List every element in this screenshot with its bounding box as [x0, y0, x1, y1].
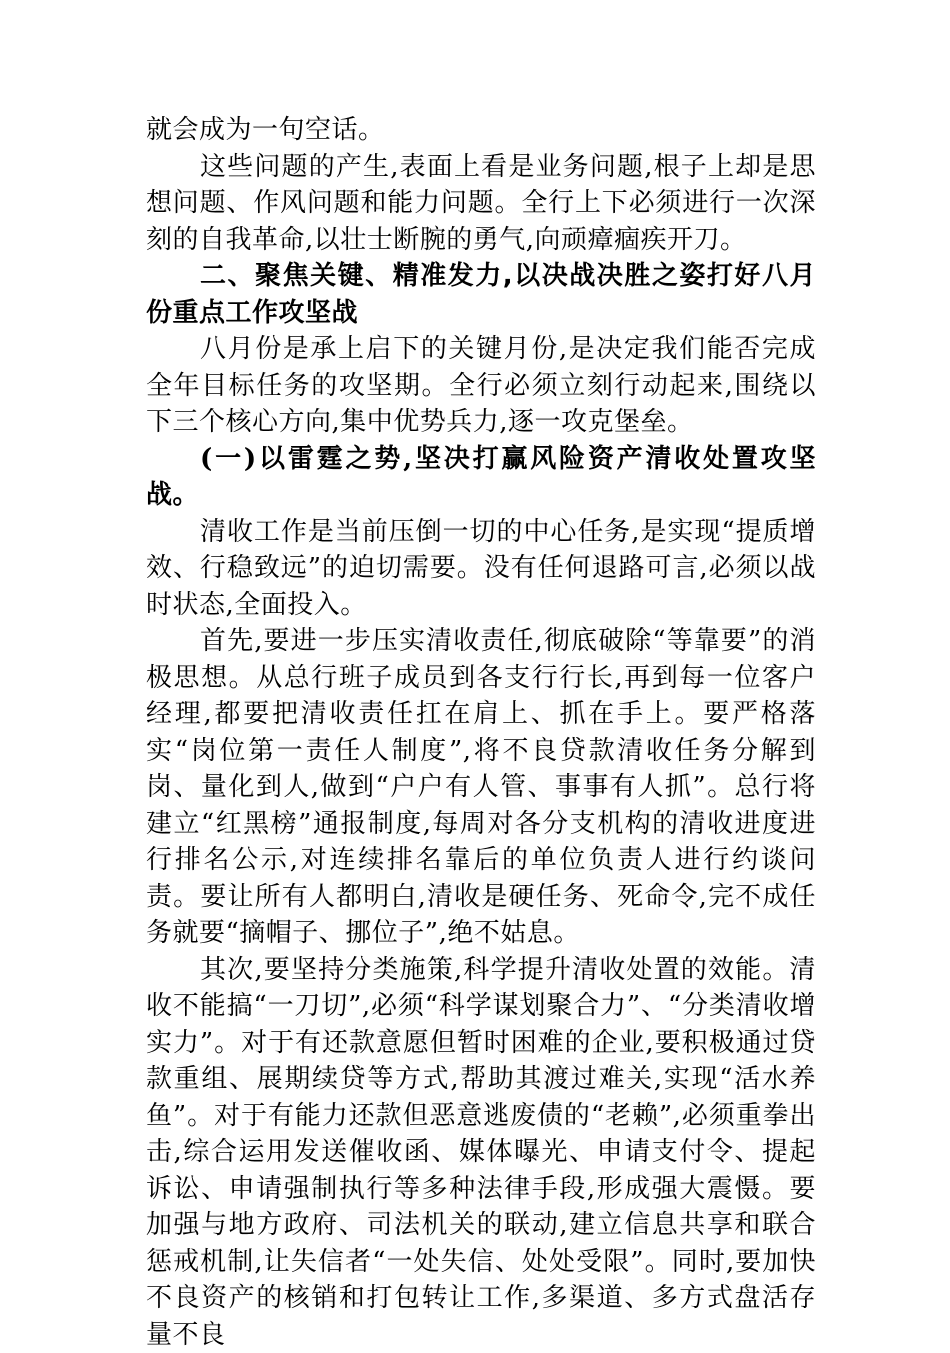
document-page	[146, 112, 816, 1353]
subsection-heading-1: (一)以雷霆之势,坚决打赢风险资产清收处置攻坚战。	[146, 441, 816, 514]
section-heading-2: 二、聚焦关键、精准发力,以决战决胜之姿打好八月份重点工作攻坚战	[146, 258, 816, 331]
paragraph-second-classified-policy: 其次,要坚持分类施策,科学提升清收处置的效能。清收不能搞“一刀切”,必须“科学谋划聚合力”、“分类清收增实力”。对于有还款意愿但暂时困难的企业,要积极通过贷款重组、展期续贷等方式,帮助其渡过难关,实现“活水养鱼”。对于有能力还款但恶意逃废债的“老赖”,必须重拳出击,综合运用发送催收函、媒体曝光、申请支付令、提起诉讼、申请强制执行等多种法律手段,形成强大震慑。要加强与地方政府、司法机关的联动,建立信息共享和联合惩戒机制,让失信者“一处失信、处处受限”。同时,要加快不良资产的核销和打包转让工作,多渠道、多方式盘活存量不良	[146, 952, 816, 1353]
paragraph-august-key-month: 八月份是承上启下的关键月份,是决定我们能否完成全年目标任务的攻坚期。全行必须立刻行动起来,围绕以下三个核心方向,集中优势兵力,逐一攻克堡垒。	[146, 331, 816, 441]
paragraph-collection-central-task: 清收工作是当前压倒一切的中心任务,是实现“提质增效、行稳致远”的迫切需要。没有任何退路可言,必须以战时状态,全面投入。	[146, 514, 816, 624]
paragraph-problem-roots: 这些问题的产生,表面上看是业务问题,根子上却是思想问题、作风问题和能力问题。全行上下必须进行一次深刻的自我革命,以壮士断腕的勇气,向顽瘴痼疾开刀。	[146, 149, 816, 259]
paragraph-continuation: 就会成为一句空话。	[146, 112, 816, 149]
paragraph-first-responsibility: 首先,要进一步压实清收责任,彻底破除“等靠要”的消极思想。从总行班子成员到各支行行长,再到每一位客户经理,都要把清收责任扛在肩上、抓在手上。要严格落实“岗位第一责任人制度”,将不良贷款清收任务分解到岗、量化到人,做到“户户有人管、事事有人抓”。总行将建立“红黑榜”通报制度,每周对各分支机构的清收进度进行排名公示,对连续排名靠后的单位负责人进行约谈问责。要让所有人都明白,清收是硬任务、死命令,完不成任务就要“摘帽子、挪位子”,绝不姑息。	[146, 623, 816, 952]
